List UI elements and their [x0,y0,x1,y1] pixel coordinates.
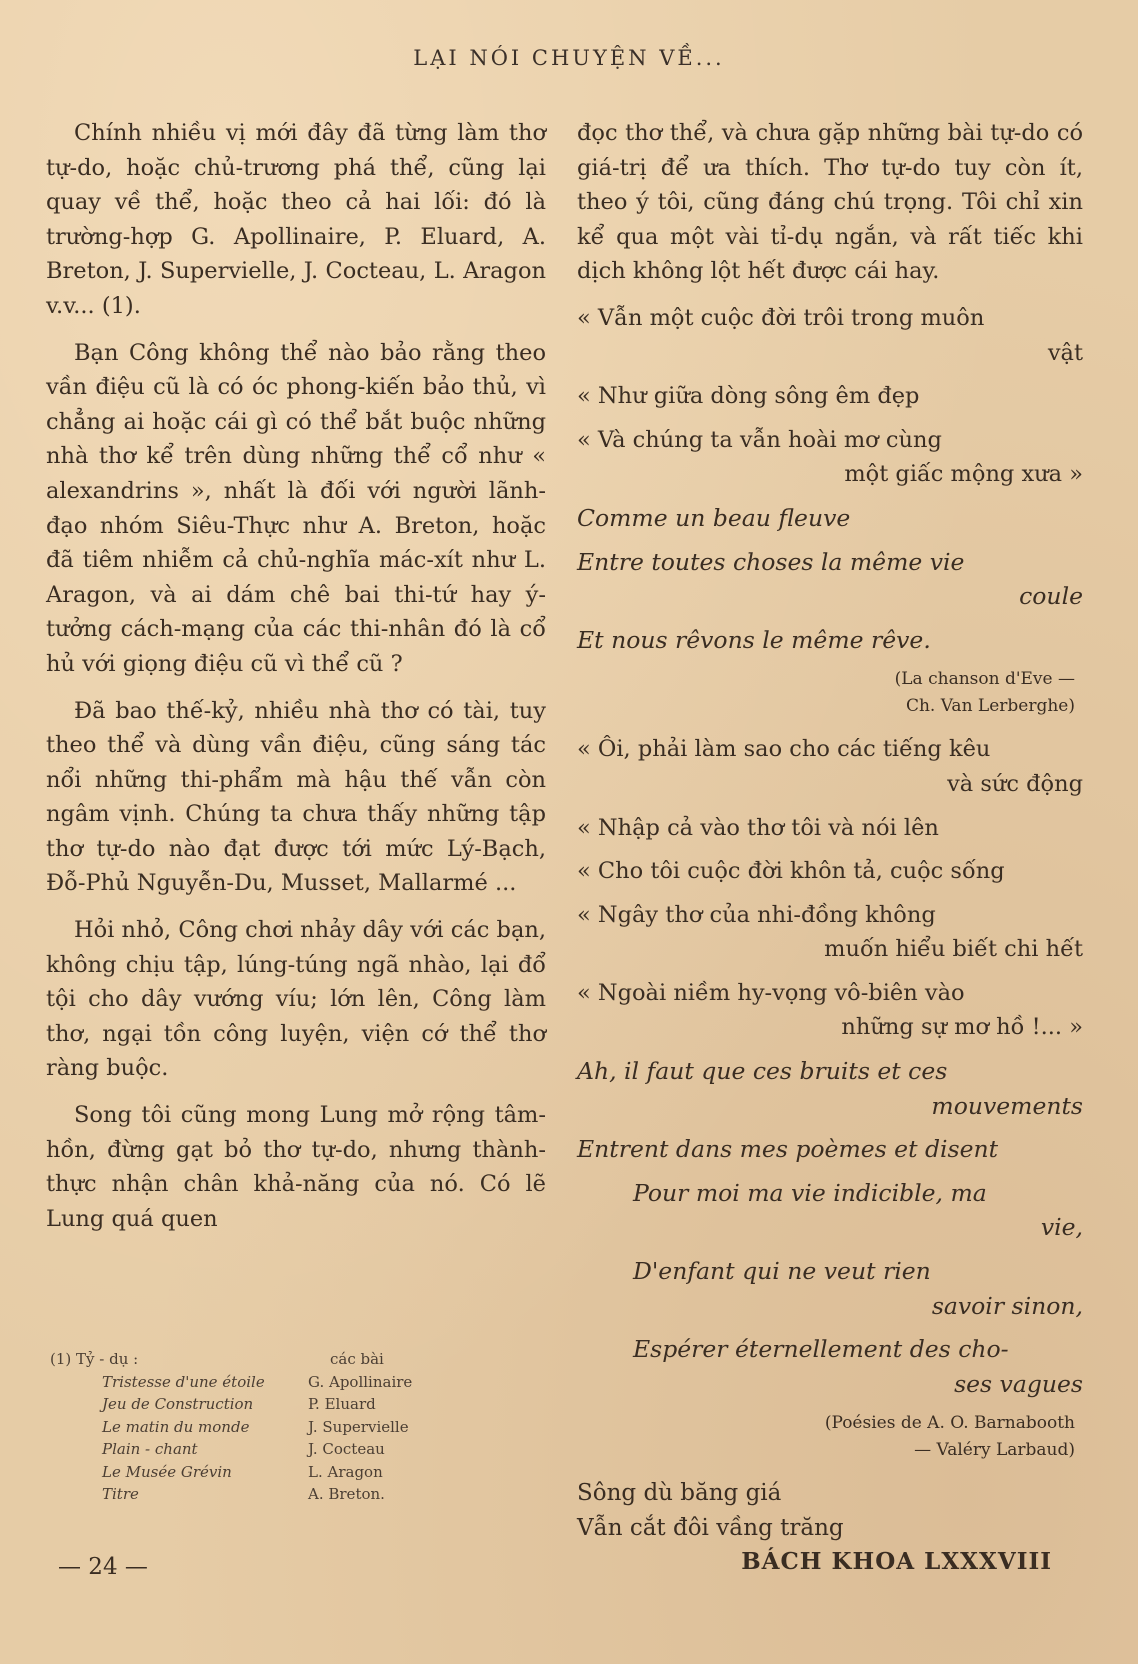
verse-text: « Nhập cả vào thơ tôi và nói lên [577,814,939,841]
paragraph: Bạn Công không thể nào bảo rằng theo vần điệu cũ là có óc phong-kiến bảo thủ, vì chẳng ai hoặc cái gì có thể bắt buộc những nhà thơ kể trên dùng những thể cổ như « alexandrins », nhất là đối với người lãnh-đạo nhóm Siêu-Thực như A. Breton, hoặc đã tiêm nhiễm cả chủ-nghĩa mác-xít như L. Aragon, và ai dám chê bai thi-tứ hay ý-tưởng cách-mạng của các thi-nhân đó là cổ hủ với giọng điệu cũ vì thể cũ ? [46,339,546,677]
footnote-label: (1) Tỷ - dụ : [50,1350,139,1368]
verse-text: « Ngây thơ của nhi-đồng không [577,901,936,928]
footnote-column-header: các bài [330,1350,384,1368]
poet-name: J. Supervielle [308,1417,409,1436]
verse-line [577,1332,1083,1401]
right-column [577,116,1083,1546]
running-head: LẠI NÓI CHUYỆN VỀ... [413,46,725,70]
verse-text: « Ôi, phải làm sao cho các tiếng kêu [577,736,991,763]
verse-line [577,501,1083,536]
paragraph: Đã bao thế-kỷ, nhiều nhà thơ có tài, tuy theo thể và dùng vần điệu, cũng sáng tác nổi những thi-phẩm mà hậu thế vẫn còn ngâm vịnh. Chúng ta chưa thấy những tập thơ tự-do nào đạt được tới mức Lý-Bạch, Đỗ-Phủ Nguyễn-Du, Musset, Mallarmé ... [46,697,546,897]
verse-continuation: ses vagues [954,1369,1083,1398]
verse-continuation: savoir sinon, [931,1291,1083,1320]
poet-name: J. Cocteau [308,1440,385,1458]
poem-title: Le matin du monde [102,1417,250,1436]
poem-credit-2: (Poésies de A. O. Barnabooth — Valéry Larbaud) [824,1413,1075,1461]
poem-vietnamese-2 [577,732,1083,1045]
verse-text: « Và chúng ta vẫn hoài mơ cùng [577,426,942,453]
paragraph: Hỏi nhỏ, Công chơi nhảy dây với các bạn, không chịu tập, lúng-túng ngã nhào, lại đổ tội cho dây vướng víu; lớn lên, Công làm thơ, ngại tồn công luyện, viện cớ thể thơ ràng buộc. [46,917,546,1082]
footnote-row [50,1461,520,1484]
verse-text: Espérer éternellement des cho- [633,1335,1009,1364]
verse-continuation: những sự mơ hồ !... » [841,1014,1083,1041]
verse-continuation: muốn hiểu biết chi hết [824,936,1083,963]
verse-line [577,1054,1083,1123]
verse-line [577,1254,1083,1323]
footnote-row [50,1371,520,1394]
left-column [46,116,546,1248]
footnote-header [50,1348,520,1371]
verse-line [577,898,1083,967]
paragraph: Song tôi cũng mong Lung mở rộng tâm-hồn, đừng gạt bỏ thơ tự-do, nhưng thành-thực nhận chân khả-năng của nó. Có lẽ Lung quá quen [46,1102,546,1232]
footnote-list [50,1371,520,1506]
poem-french-1 [577,501,1083,657]
verse-text: Entre toutes choses la même vie [577,547,965,576]
verse-line [577,811,1083,846]
verse-line [577,301,1083,370]
verse-text: « Như giữa dòng sông êm đẹp [577,383,920,410]
poem-title: Titre [102,1485,139,1503]
verse-continuation: coule [1019,582,1083,611]
verse-line [577,976,1083,1045]
poem-title: Tristesse d'une étoile [102,1372,265,1391]
verse-text: Pour moi ma vie indicible, ma [633,1178,987,1207]
poem-title: Le Musée Grévin [102,1462,232,1481]
poem-title: Jeu de Construction [102,1395,254,1413]
verse-continuation: một giấc mộng xưa » [844,461,1083,488]
footnote [50,1348,520,1506]
paragraph: đọc thơ thể, và chưa gặp những bài tự-do có giá-trị để ưa thích. Thơ tự-do tuy còn ít, theo ý tôi, cũng đáng chú trọng. Tôi chỉ xin kể qua một vài tỉ-dụ ngắn, và rất tiếc khi dịch không lột hết được cái hay. [577,120,1083,285]
verse-line [577,1176,1083,1245]
verse-line [577,423,1083,492]
verse-text: « Vẫn một cuộc đời trôi trong muôn [577,304,985,331]
verse-text: « Cho tôi cuộc đời khôn tả, cuộc sống [577,858,1005,885]
verse-text: « Ngoài niềm hy-vọng vô-biên vào [577,979,965,1006]
footnote-row [50,1438,520,1461]
verse-line [577,854,1083,889]
footnote-row [50,1393,520,1416]
poet-name: A. Breton. [308,1485,385,1503]
page-number: — 24 — [58,1554,148,1580]
footnote-row [50,1416,520,1439]
verse-continuation: vie, [1040,1213,1083,1242]
verse-line [577,379,1083,414]
verse-text: Comme un beau fleuve [577,503,851,532]
poet-name: L. Aragon [308,1462,383,1481]
verse-text: Et nous rêvons le même rêve. [577,625,931,654]
verse-line [577,732,1083,801]
poem-french-2 [577,1054,1083,1401]
verse-text: D'enfant qui ne veut rien [633,1257,931,1286]
closing-verse: Sông dù băng giá Vẫn cắt đôi vầng trăng [577,1480,844,1541]
footnote-row [50,1483,520,1506]
verse-line [577,545,1083,614]
verse-line [577,623,1083,658]
magazine-title: BÁCH KHOA LXXXVIII [741,1548,1052,1575]
verse-text: Ah, il faut que ces bruits et ces [577,1057,948,1086]
verse-continuation: vật [1047,339,1083,366]
poem-vietnamese-1 [577,301,1083,492]
poem-title: Plain - chant [102,1440,198,1458]
verse-continuation: mouvements [931,1091,1083,1120]
poem-credit-1: (La chanson d'Eve — Ch. Van Lerberghe) [894,669,1075,717]
verse-line [577,1132,1083,1167]
verse-continuation: và sức động [947,770,1083,797]
poet-name: P. Eluard [308,1395,376,1413]
verse-text: Entrent dans mes poèmes et disent [577,1135,999,1164]
poet-name: G. Apollinaire [308,1372,413,1391]
paragraph: Chính nhiều vị mới đây đã từng làm thơ tự-do, hoặc chủ-trương phá thể, cũng lại quay về thể, hoặc theo cả hai lối: đó là trường-hợp G. Apollinaire, P. Eluard, A. Breton, J. Supervielle, J. Cocteau, L. Aragon v.v... (1). [46,120,546,319]
